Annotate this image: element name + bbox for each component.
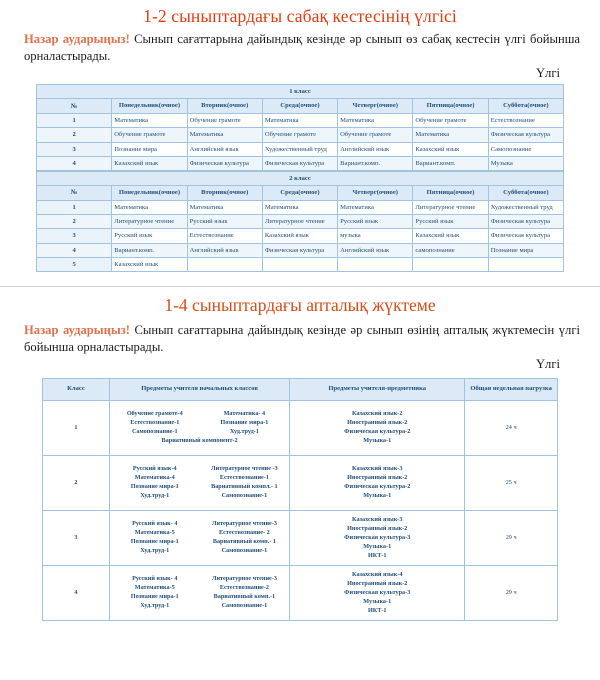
attention-label: Назар аударыңыз! [24, 323, 130, 338]
weekly-load-section [0, 295, 600, 621]
subject-col-right: Литературное чтение-3 Естествознание-2 Вариативный комп.-1 Самопознание-1 [211, 575, 277, 610]
section2-note [24, 322, 580, 355]
header-thursday: Четверг(очное) [338, 99, 413, 114]
cell: Обучение грамоте [338, 128, 413, 142]
table-row [37, 215, 564, 229]
row-number: 1 [37, 200, 112, 214]
total-hours: 29 ч [465, 566, 558, 621]
header-total-load: Общая недельная нагрузка [465, 379, 558, 401]
cell: Художественный труд [488, 200, 563, 214]
cell [187, 257, 262, 271]
section2-sample-label: Үлгі [535, 357, 560, 372]
header-saturday: Суббота(очное) [488, 186, 563, 201]
total-hours: 24 ч [465, 401, 558, 456]
class-number: 1 [43, 401, 110, 456]
class2-band-row [37, 172, 564, 186]
primary-subjects-cell [109, 566, 289, 621]
primary-subjects-cell [109, 401, 289, 456]
specialist-subjects-cell [290, 456, 465, 511]
class2-schedule-table [36, 171, 564, 272]
header-monday: Понедельник(очное) [112, 186, 187, 201]
cell: Математика [187, 128, 262, 142]
header-num: № [37, 186, 112, 201]
cell [262, 257, 337, 271]
subject-col-right: Литературное чтение -3 Естествознание-1 Вариативный компл.- 1 Самопознание-1 [211, 465, 278, 500]
schedule-tables [36, 84, 564, 272]
table-row [37, 156, 564, 170]
cell: Вариант.комп. [112, 243, 187, 257]
cell: Русский язык [112, 229, 187, 243]
cell: Литературное чтение [262, 215, 337, 229]
table-row [43, 511, 558, 566]
cell: музыка [338, 229, 413, 243]
subject-col-left: Русский язык- 4 Математика-5 Познание мира-1 Худ.труд-1 [130, 520, 179, 555]
cell: Казахский язык [112, 156, 187, 170]
cell: Математика [413, 128, 488, 142]
table-row [43, 566, 558, 621]
cell: Самопознание [488, 142, 563, 156]
class2-band: 2 класс [37, 172, 564, 186]
subject-list: Казахский язык-3 Иностранный язык-2 Физическая культура-3 Музыка-1 ИКТ-1 [344, 515, 411, 559]
cell [488, 257, 563, 271]
cell: Математика [112, 200, 187, 214]
document-page [0, 6, 600, 680]
cell: самопознание [413, 243, 488, 257]
specialist-subjects-cell [290, 511, 465, 566]
class1-schedule-table [36, 84, 564, 171]
header-class: Класс [43, 379, 110, 401]
subject-list: Казахский язык-3 Иностранный язык-2 Физическая культура-2 Музыка-1 [344, 465, 411, 500]
cell [413, 257, 488, 271]
row-number: 3 [37, 229, 112, 243]
specialist-subjects-cell [290, 401, 465, 456]
header-specialist-subjects: Предметы учителя-предметника [290, 379, 465, 401]
cell: Литературное чтение [413, 200, 488, 214]
cell: Физическая культура [187, 156, 262, 170]
total-hours: 29 ч [465, 511, 558, 566]
header-thursday: Четверг(очное) [338, 186, 413, 201]
specialist-subjects-cell [290, 566, 465, 621]
total-hours: 25 ч [465, 456, 558, 511]
header-saturday: Суббота(очное) [488, 99, 563, 114]
table-row [43, 401, 558, 456]
cell: Математика [338, 200, 413, 214]
cell: Русский язык [187, 215, 262, 229]
primary-subjects-cell [109, 511, 289, 566]
cell: Физическая культура [262, 156, 337, 170]
cell: Казахский язык [262, 229, 337, 243]
cell: Русский язык [338, 215, 413, 229]
variative-component: Вариативный компонент-2 [161, 437, 238, 445]
cell: Физическая культура [262, 243, 337, 257]
table-row [43, 456, 558, 511]
subject-col-left: Русский язык- 4 Математика-5 Познание мира-1 Худ.труд-1 [130, 575, 179, 610]
row-number: 4 [37, 156, 112, 170]
table-row [37, 229, 564, 243]
class2-header-row [37, 186, 564, 201]
weekly-load-table [42, 378, 558, 621]
row-number: 2 [37, 128, 112, 142]
class1-header-row [37, 99, 564, 114]
row-number: 3 [37, 142, 112, 156]
class1-band: 1 класс [37, 85, 564, 99]
row-number: 4 [37, 243, 112, 257]
primary-subjects-cell [109, 456, 289, 511]
cell: Обучение грамоте [112, 128, 187, 142]
class-number: 2 [43, 456, 110, 511]
cell: Английский язык [338, 142, 413, 156]
cell: Познание мира [488, 243, 563, 257]
subject-col-right: Литературное чтение-3 Естествознание- 2 Вариативный комп.- 1 Самопознание-1 [211, 520, 277, 555]
header-friday: Пятница(очное) [413, 186, 488, 201]
row-number: 5 [37, 257, 112, 271]
schedule-section [0, 6, 600, 272]
cell: Русский язык [413, 215, 488, 229]
load-header-row [43, 379, 558, 401]
section1-note [24, 31, 580, 64]
subject-list: Казахский язык-2 Иностранный язык-2 Физическая культура-2 Музыка-1 [344, 410, 411, 445]
cell: Вариант.комп. [338, 156, 413, 170]
row-number: 1 [37, 114, 112, 128]
cell: Математика [262, 114, 337, 128]
header-num: № [37, 99, 112, 114]
cell: Английский язык [187, 142, 262, 156]
table-row [37, 128, 564, 142]
cell: Обучение грамоте [187, 114, 262, 128]
cell: Физическая культура [488, 128, 563, 142]
cell [338, 257, 413, 271]
cell: Математика [262, 200, 337, 214]
cell: Математика [112, 114, 187, 128]
cell: Обучение грамоте [262, 128, 337, 142]
header-monday: Понедельник(очное) [112, 99, 187, 114]
header-friday: Пятница(очное) [413, 99, 488, 114]
class1-band-row [37, 85, 564, 99]
header-wednesday: Среда(очное) [262, 99, 337, 114]
class-number: 3 [43, 511, 110, 566]
section-divider [0, 286, 600, 287]
section2-note-text: Сынып сағаттарына дайындық кезінде әр сынып өзінің апталық жүктемесін үлгі бойынша орналастырады. [24, 323, 580, 354]
cell: Физическая культура [488, 229, 563, 243]
table-row [37, 142, 564, 156]
class-number: 4 [43, 566, 110, 621]
table-row [37, 114, 564, 128]
subject-col-left: Русский язык-4 Математика-4 Познание мира-1 Худ.труд-1 [130, 465, 179, 500]
cell: Английский язык [338, 243, 413, 257]
header-wednesday: Среда(очное) [262, 186, 337, 201]
section1-title: 1-2 сыныптардағы сабақ кестесінің үлгісі [143, 6, 457, 26]
cell: Казахский язык [413, 229, 488, 243]
cell: Литературное чтение [112, 215, 187, 229]
subject-list: Казахский язык-4 Иностранный язык-2 Физическая культура-3 Музыка-1 ИКТ-1 [344, 570, 411, 614]
cell: Физическая культура [488, 215, 563, 229]
cell: Музыка [488, 156, 563, 170]
section1-note-text: Сынып сағаттарына дайындық кезінде әр сынып өз сабақ кестесін үлгі бойынша орналастырады. [24, 32, 580, 63]
cell: Естествознание [488, 114, 563, 128]
subject-col-left: Обучение грамоте-4 Естествознание-1 Самопознание-1 [126, 410, 183, 436]
weekly-load-table-wrap [42, 378, 558, 621]
cell: Вариант.комп. [413, 156, 488, 170]
header-primary-subjects: Предметы учителя начальных классов [109, 379, 289, 401]
cell: Казахский язык [413, 142, 488, 156]
section1-sample-label: Үлгі [535, 66, 560, 81]
cell: Обучение грамоте [413, 114, 488, 128]
table-row [37, 257, 564, 271]
attention-label: Назар аударыңыз! [24, 32, 130, 46]
table-row [37, 243, 564, 257]
cell: Математика [338, 114, 413, 128]
cell: Естествознание [187, 229, 262, 243]
cell: Казахский язык [112, 257, 187, 271]
cell: Художественный труд [262, 142, 337, 156]
cell: Английский язык [187, 243, 262, 257]
cell: Математика [187, 200, 262, 214]
row-number: 2 [37, 215, 112, 229]
cell: Познание мира [112, 142, 187, 156]
section2-title: 1-4 сыныптардағы апталық жүктеме [164, 295, 436, 316]
subject-col-right: Математика- 4 Познание мира-1 Худ.труд-1 [220, 410, 269, 436]
header-tuesday: Вторник(очное) [187, 99, 262, 114]
header-tuesday: Вторник(очное) [187, 186, 262, 201]
table-row [37, 200, 564, 214]
